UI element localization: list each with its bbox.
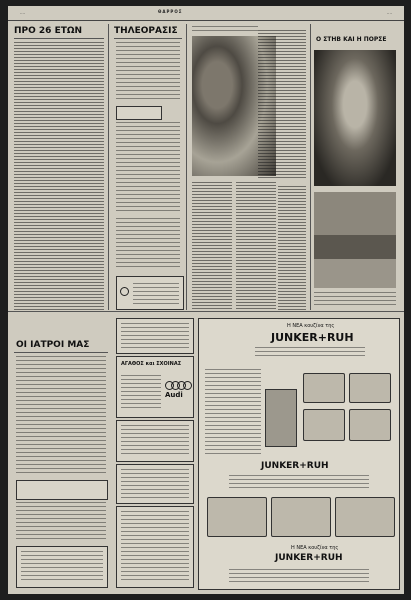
photo-caption-top — [192, 26, 258, 32]
audi-dealer-text — [121, 375, 161, 411]
column-rule — [108, 24, 109, 310]
page-header — [8, 6, 404, 21]
audi-dealer-ad — [116, 356, 194, 418]
pharmacy-ad-box — [16, 546, 108, 588]
tv-logo-icon — [120, 287, 129, 296]
classified-ad-text — [121, 469, 189, 499]
junker-brand-middle: JUNKER+RUH — [261, 461, 329, 471]
page-number: .... — [20, 10, 26, 15]
article-body-26-years — [14, 42, 104, 310]
cooker-image — [265, 389, 297, 447]
junker-tagline-bottom: Η ΝΕΑ κουζίνα της — [291, 545, 339, 551]
junker-brand-top: JUNKER+RUH — [271, 331, 354, 344]
tv-notice-text — [133, 283, 179, 305]
masthead: ΘΑΡΡΟΣ — [158, 9, 183, 14]
cooking-image — [207, 497, 267, 537]
oven-image — [349, 373, 391, 403]
doctor-ad-box — [16, 480, 108, 500]
classified-ad-2 — [116, 420, 194, 462]
junker-tagline: Η ΝΕΑ κουζίνα της — [287, 323, 335, 329]
column-rule — [310, 24, 311, 310]
classified-ad-text — [121, 323, 189, 349]
title-underline — [14, 352, 108, 353]
tv-schedule-part-1 — [116, 42, 180, 102]
article-body-middle-left — [192, 182, 232, 310]
column-rule — [186, 24, 187, 310]
junker-subheadline — [255, 347, 365, 357]
tv-box-heading — [116, 106, 162, 120]
section-title-26-years: ΠΡΟ 26 ΕΤΩΝ — [14, 26, 83, 36]
audi-dealer-name: ΑΓΑΘΟΣ και ΣΧΟΙΝΑΣ — [121, 361, 182, 367]
classified-ad-text — [121, 425, 189, 457]
classified-ad-text — [121, 511, 189, 583]
title-underline — [14, 38, 104, 39]
doctors-listing-2 — [16, 502, 106, 542]
audi-rings-icon — [183, 381, 192, 390]
cooking-image — [335, 497, 395, 537]
oven-image — [303, 373, 345, 403]
classified-ad-4 — [116, 506, 194, 588]
race-car-photo — [314, 192, 396, 288]
issue-date: .... — [386, 10, 392, 15]
article-body-side-lower — [278, 186, 306, 310]
pharmacy-ad-text — [21, 551, 103, 583]
junker-brand-bottom: JUNKER+RUH — [275, 553, 343, 563]
audi-brand: Audi — [165, 391, 183, 399]
junker-ruh-ad — [198, 318, 400, 590]
tv-schedule-part-3 — [116, 218, 180, 270]
tv-footer-notice — [116, 276, 184, 310]
oven-image — [349, 409, 391, 441]
section-title-tv: ΤΗΛΕΟΡΑΣΙΣ — [114, 26, 178, 36]
junker-middle-text — [229, 475, 369, 491]
classified-ad-1 — [116, 318, 194, 354]
portrait-photo — [314, 50, 396, 186]
oven-image — [303, 409, 345, 441]
cooking-image — [271, 497, 331, 537]
doctors-listing-1 — [16, 356, 106, 476]
tv-schedule-part-2 — [116, 122, 180, 212]
article-body-side — [258, 30, 306, 180]
race-car-caption — [314, 292, 396, 308]
section-title-doctors: ΟΙ ΙΑΤΡΟΙ ΜΑΣ — [16, 340, 90, 350]
article-body-middle-right — [236, 182, 276, 310]
section-title-steve-porsche: Ο ΣΤΗΒ ΚΑΙ Η ΠΟΡΣΕ — [316, 36, 387, 43]
junker-dealer-text — [229, 569, 369, 583]
newspaper-page — [8, 6, 404, 594]
title-underline — [114, 38, 182, 39]
classified-ad-3 — [116, 464, 194, 504]
junker-features-text — [205, 369, 261, 457]
section-rule — [8, 311, 404, 312]
